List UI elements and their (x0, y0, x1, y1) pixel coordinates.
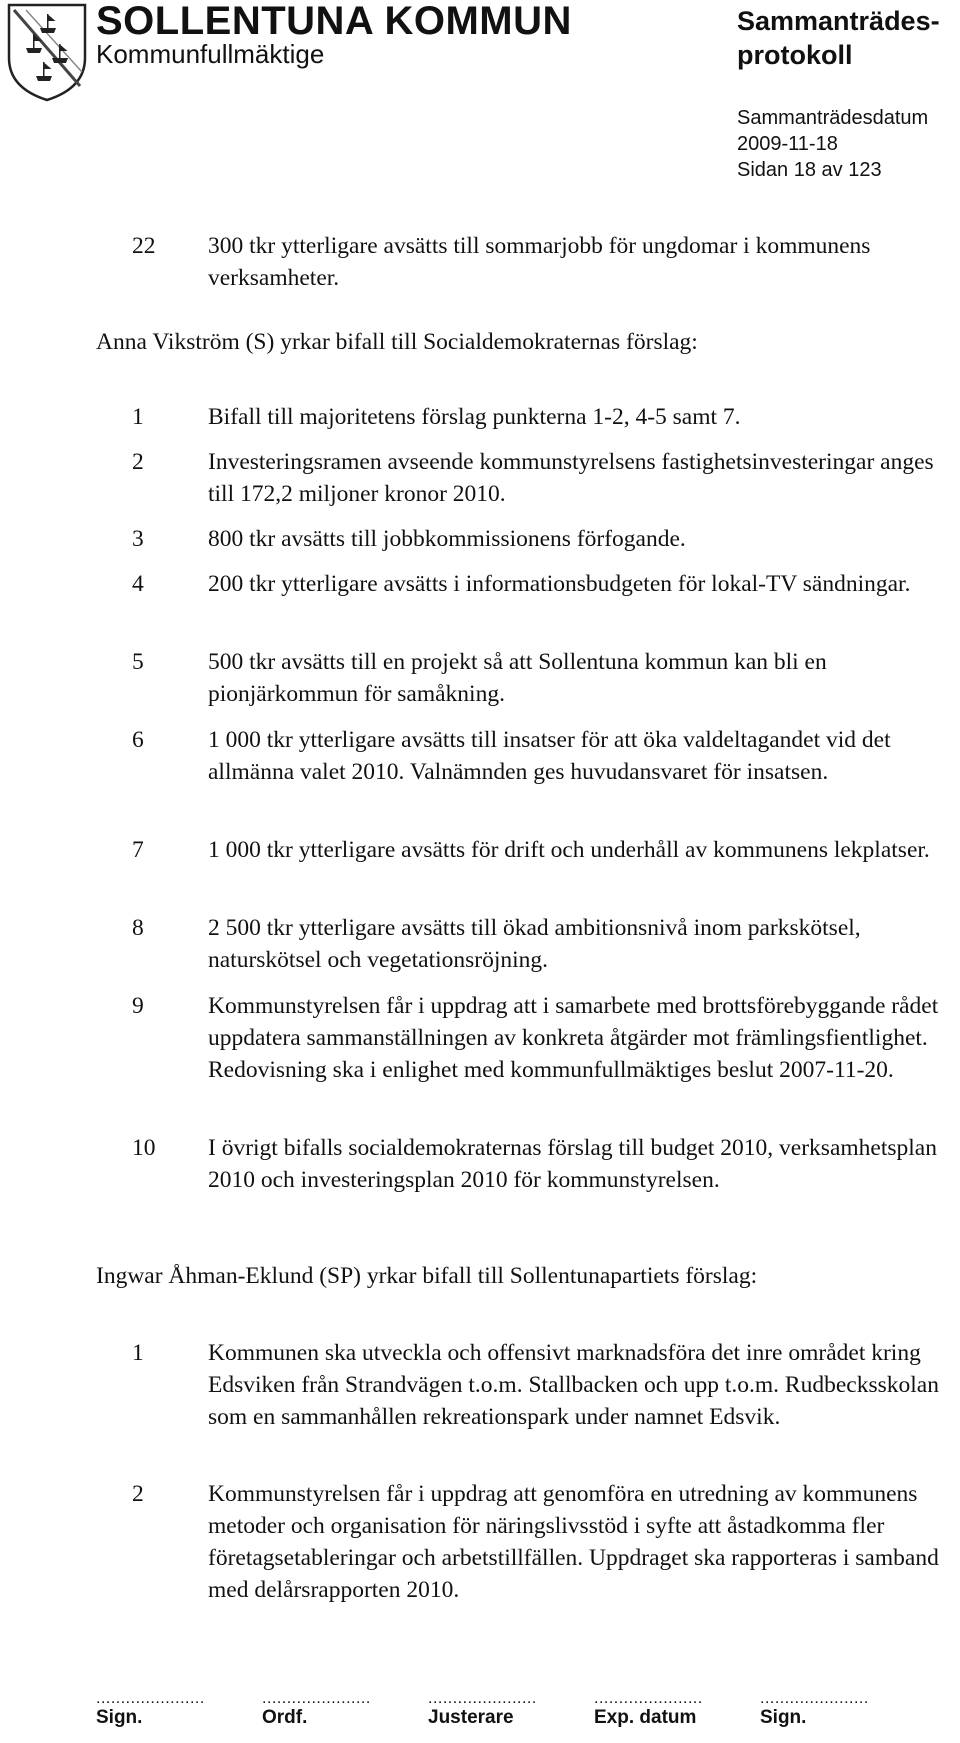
item-number: 5 (132, 649, 144, 675)
item-number: 3 (132, 526, 144, 552)
list-item (132, 230, 942, 294)
item-text: 1 000 tkr ytterligare avsätts till insatser för att öka valdeltagandet vid det allmänna valet 2010. Valnämnden ges huvudansvaret för insatsen. (208, 727, 891, 785)
org-subtitle: Kommunfullmäktige (96, 39, 325, 69)
meeting-date-label: Sammanträdesdatum (737, 107, 929, 129)
signature-line: ...................... (428, 1690, 537, 1707)
signature-field-justerare (428, 1692, 537, 1730)
item-text: 200 tkr ytterligare avsätts i informationsbudgeten för lokal-TV sändningar. (208, 571, 911, 597)
signature-label: Justerare (428, 1707, 514, 1728)
item-number: 2 (132, 1481, 144, 1507)
signature-field-ordf (262, 1692, 371, 1730)
meeting-date: 2009-11-18 (737, 133, 838, 155)
item-number: 4 (132, 571, 144, 597)
signature-label: Ordf. (262, 1707, 308, 1728)
signature-line: ...................... (760, 1690, 869, 1707)
item-number: 1 (132, 404, 144, 430)
item-number: 8 (132, 915, 144, 941)
list-item (132, 646, 942, 710)
item-number: 6 (132, 727, 144, 753)
list-item (132, 990, 942, 1086)
motion-paragraph-sp: Ingwar Åhman-Eklund (SP) yrkar bifall till Sollentunapartiets förslag: (96, 1263, 758, 1289)
item-text: 500 tkr avsätts till en projekt så att Sollentuna kommun kan bli en pionjärkommun för samåkning. (208, 649, 827, 707)
list-item (132, 523, 942, 555)
signature-line: ...................... (262, 1690, 371, 1707)
document-type (737, 4, 957, 72)
signature-label: Sign. (760, 1707, 807, 1728)
list-item (132, 401, 942, 433)
item-text: 1 000 tkr ytterligare avsätts för drift och underhåll av kommunens lekplatser. (208, 837, 930, 863)
item-number: 9 (132, 993, 144, 1019)
page-number: Sidan 18 av 123 (737, 159, 882, 181)
list-item (132, 1132, 942, 1196)
item-text: Kommunstyrelsen får i uppdrag att i samarbete med brottsförebyggande rådet uppdatera sammanställningen av konkreta åtgärder mot främlingsfientlighet. Redovisning ska i enlighet med kommunfullmäktiges beslut 2007-11-20. (208, 993, 939, 1083)
item-number: 1 (132, 1340, 144, 1366)
list-item (132, 568, 942, 600)
signature-line: ...................... (594, 1690, 703, 1707)
list-item (132, 1478, 942, 1606)
signature-label: Sign. (96, 1707, 143, 1728)
item-text: 300 tkr ytterligare avsätts till sommarjobb för ungdomar i kommunens verksamheter. (208, 233, 871, 291)
list-item (132, 1337, 942, 1433)
list-item (132, 724, 942, 788)
signature-label: Exp. datum (594, 1707, 697, 1728)
document-type-text: Sammanträdes- protokoll (737, 6, 940, 70)
org-name: SOLLENTUNA KOMMUN (96, 0, 572, 43)
coat-of-arms-icon (6, 2, 88, 102)
item-number: 7 (132, 837, 144, 863)
item-text: I övrigt bifalls socialdemokraternas förslag till budget 2010, verksamhetsplan 2010 och investeringsplan 2010 för kommunstyrelsen. (208, 1135, 937, 1193)
signature-field-sign-2 (760, 1692, 869, 1730)
motion-paragraph-s: Anna Vikström (S) yrkar bifall till Socialdemokraternas förslag: (96, 329, 698, 355)
item-number: 2 (132, 449, 144, 475)
signature-line: ...................... (96, 1690, 205, 1707)
signature-field-exp-datum (594, 1692, 703, 1730)
item-number: 22 (132, 233, 156, 259)
signature-field-sign-1 (96, 1692, 205, 1730)
list-item (132, 912, 942, 976)
item-text: 2 500 tkr ytterligare avsätts till ökad ambitionsnivå inom parkskötsel, naturskötsel och vegetationsröjning. (208, 915, 861, 973)
meeting-meta (737, 105, 928, 183)
item-number: 10 (132, 1135, 156, 1161)
item-text: Kommunstyrelsen får i uppdrag att genomföra en utredning av kommunens metoder och organisation för näringslivsstöd i syfte att åstadkomma fler företagsetableringar och arbetstillfällen. Uppdraget ska rapporteras i samband med delårsrapporten 2010. (208, 1481, 939, 1603)
item-text: Investeringsramen avseende kommunstyrelsens fastighetsinvesteringar anges till 172,2 miljoner kronor 2010. (208, 449, 934, 507)
list-item (132, 834, 942, 866)
list-item (132, 446, 942, 510)
item-text: Kommunen ska utveckla och offensivt marknadsföra det inre området kring Edsviken från Strandvägen t.o.m. Stallbacken och upp t.o.m. Rudbecksskolan som en sammanhållen rekreationspark under namnet Edsvik. (208, 1340, 939, 1430)
item-text: Bifall till majoritetens förslag punkterna 1-2, 4-5 samt 7. (208, 404, 741, 430)
item-text: 800 tkr avsätts till jobbkommissionens förfogande. (208, 526, 686, 552)
